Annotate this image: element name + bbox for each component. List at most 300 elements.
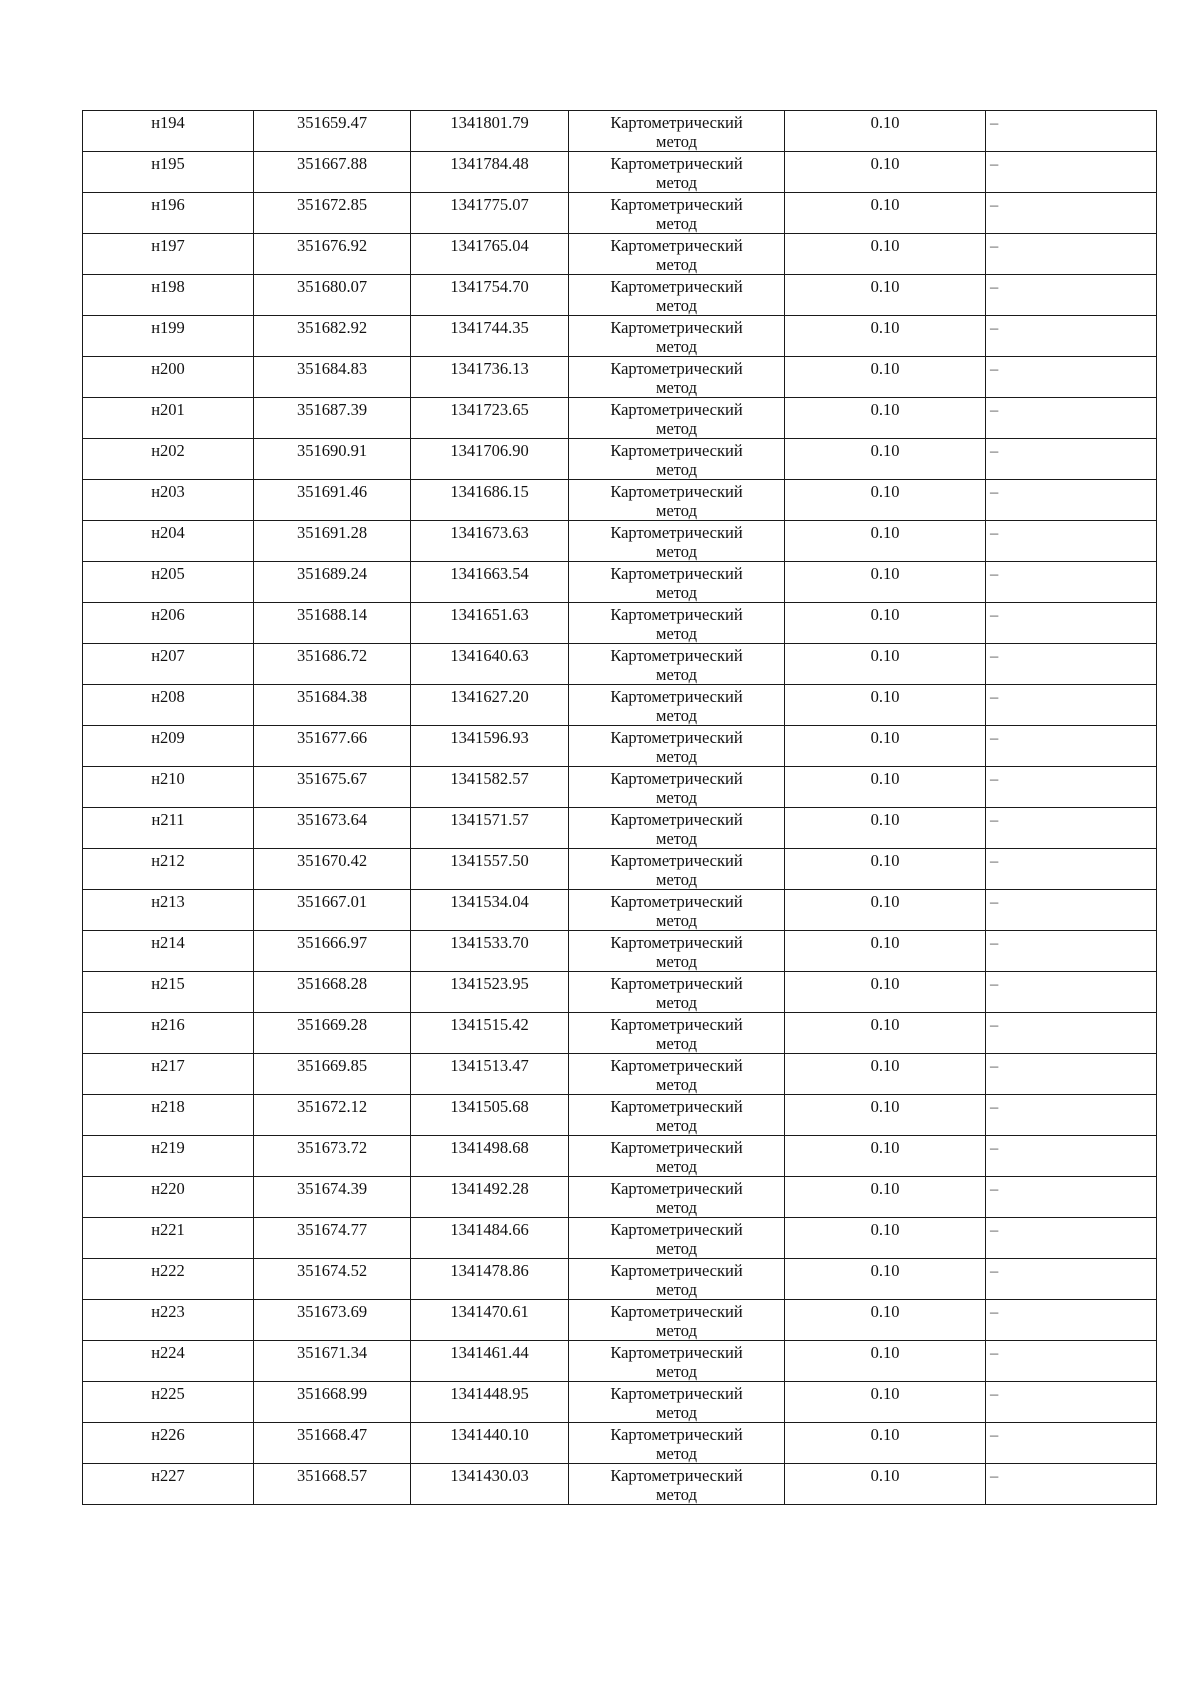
method-text-line-1: Картометрический (610, 851, 743, 870)
x-coordinate-cell: 351659.47 (254, 111, 411, 152)
method-cell (569, 1136, 785, 1177)
table-row (83, 1177, 1157, 1218)
method-text-line-2: метод (656, 296, 697, 315)
x-coordinate-cell: 351684.83 (254, 357, 411, 398)
method-cell (569, 234, 785, 275)
point-name-cell: н198 (83, 275, 254, 316)
point-name-cell: н197 (83, 234, 254, 275)
accuracy-cell: 0.10 (785, 521, 986, 562)
point-name-cell: н212 (83, 849, 254, 890)
method-text-line-1: Картометрический (610, 1343, 743, 1362)
accuracy-cell: 0.10 (785, 275, 986, 316)
x-coordinate-cell: 351677.66 (254, 726, 411, 767)
y-coordinate-cell: 1341686.15 (411, 480, 569, 521)
x-coordinate-cell: 351672.12 (254, 1095, 411, 1136)
method-text-line-1: Картометрический (610, 646, 743, 665)
method-cell (569, 521, 785, 562)
point-name-cell: н207 (83, 644, 254, 685)
table-row (83, 1382, 1157, 1423)
note-cell: – (986, 152, 1157, 193)
x-coordinate-cell: 351691.46 (254, 480, 411, 521)
point-name-cell: н194 (83, 111, 254, 152)
method-cell (569, 890, 785, 931)
note-cell: – (986, 1300, 1157, 1341)
method-text-line-2: метод (656, 1403, 697, 1422)
method-text-line-2: метод (656, 1116, 697, 1135)
method-text-line-1: Картометрический (610, 1425, 743, 1444)
note-cell: – (986, 1054, 1157, 1095)
point-name-cell: н218 (83, 1095, 254, 1136)
method-text-line-1: Картометрический (610, 154, 743, 173)
method-text-line-1: Картометрический (610, 359, 743, 378)
method-text-line-2: метод (656, 419, 697, 438)
table-row (83, 357, 1157, 398)
table-row (83, 521, 1157, 562)
table-row (83, 849, 1157, 890)
point-name-cell: н215 (83, 972, 254, 1013)
x-coordinate-cell: 351689.24 (254, 562, 411, 603)
point-name-cell: н219 (83, 1136, 254, 1177)
note-cell: – (986, 1095, 1157, 1136)
method-text-line-2: метод (656, 1157, 697, 1176)
point-name-cell: н226 (83, 1423, 254, 1464)
table-row (83, 439, 1157, 480)
note-cell: – (986, 685, 1157, 726)
accuracy-cell: 0.10 (785, 234, 986, 275)
method-text-line-1: Картометрический (610, 195, 743, 214)
note-cell: – (986, 398, 1157, 439)
y-coordinate-cell: 1341582.57 (411, 767, 569, 808)
method-text-line-2: метод (656, 665, 697, 684)
table-row (83, 767, 1157, 808)
y-coordinate-cell: 1341470.61 (411, 1300, 569, 1341)
point-name-cell: н201 (83, 398, 254, 439)
table-row (83, 644, 1157, 685)
accuracy-cell: 0.10 (785, 316, 986, 357)
method-cell (569, 480, 785, 521)
y-coordinate-cell: 1341754.70 (411, 275, 569, 316)
method-cell (569, 562, 785, 603)
method-text-line-1: Картометрический (610, 318, 743, 337)
note-cell: – (986, 521, 1157, 562)
accuracy-cell: 0.10 (785, 1423, 986, 1464)
x-coordinate-cell: 351670.42 (254, 849, 411, 890)
table-row (83, 1341, 1157, 1382)
accuracy-cell: 0.10 (785, 603, 986, 644)
table-row (83, 275, 1157, 316)
table-row (83, 480, 1157, 521)
note-cell: – (986, 357, 1157, 398)
method-text-line-1: Картометрический (610, 523, 743, 542)
method-cell (569, 1095, 785, 1136)
method-text-line-1: Картометрический (610, 1056, 743, 1075)
y-coordinate-cell: 1341736.13 (411, 357, 569, 398)
x-coordinate-cell: 351674.39 (254, 1177, 411, 1218)
accuracy-cell: 0.10 (785, 1464, 986, 1505)
point-name-cell: н195 (83, 152, 254, 193)
note-cell: – (986, 193, 1157, 234)
accuracy-cell: 0.10 (785, 685, 986, 726)
accuracy-cell: 0.10 (785, 1341, 986, 1382)
x-coordinate-cell: 351682.92 (254, 316, 411, 357)
note-cell: – (986, 234, 1157, 275)
note-cell: – (986, 1013, 1157, 1054)
table-body (83, 111, 1157, 1505)
accuracy-cell: 0.10 (785, 1382, 986, 1423)
method-text-line-2: метод (656, 1198, 697, 1217)
accuracy-cell: 0.10 (785, 1177, 986, 1218)
x-coordinate-cell: 351666.97 (254, 931, 411, 972)
method-cell (569, 152, 785, 193)
y-coordinate-cell: 1341430.03 (411, 1464, 569, 1505)
y-coordinate-cell: 1341461.44 (411, 1341, 569, 1382)
accuracy-cell: 0.10 (785, 357, 986, 398)
method-cell (569, 972, 785, 1013)
method-text-line-1: Картометрический (610, 728, 743, 747)
method-cell (569, 1259, 785, 1300)
table-row (83, 1054, 1157, 1095)
note-cell: – (986, 439, 1157, 480)
point-name-cell: н206 (83, 603, 254, 644)
x-coordinate-cell: 351674.52 (254, 1259, 411, 1300)
method-text-line-2: метод (656, 337, 697, 356)
method-text-line-1: Картометрический (610, 605, 743, 624)
x-coordinate-cell: 351690.91 (254, 439, 411, 480)
method-text-line-2: метод (656, 1034, 697, 1053)
table-row (83, 1095, 1157, 1136)
y-coordinate-cell: 1341448.95 (411, 1382, 569, 1423)
x-coordinate-cell: 351674.77 (254, 1218, 411, 1259)
y-coordinate-cell: 1341744.35 (411, 316, 569, 357)
accuracy-cell: 0.10 (785, 644, 986, 685)
accuracy-cell: 0.10 (785, 1013, 986, 1054)
point-name-cell: н210 (83, 767, 254, 808)
method-text-line-1: Картометрический (610, 236, 743, 255)
method-text-line-1: Картометрический (610, 769, 743, 788)
accuracy-cell: 0.10 (785, 808, 986, 849)
point-name-cell: н209 (83, 726, 254, 767)
y-coordinate-cell: 1341515.42 (411, 1013, 569, 1054)
note-cell: – (986, 1423, 1157, 1464)
point-name-cell: н227 (83, 1464, 254, 1505)
table-row (83, 234, 1157, 275)
method-cell (569, 644, 785, 685)
point-name-cell: н200 (83, 357, 254, 398)
method-text-line-2: метод (656, 583, 697, 602)
accuracy-cell: 0.10 (785, 480, 986, 521)
table-row (83, 931, 1157, 972)
y-coordinate-cell: 1341534.04 (411, 890, 569, 931)
note-cell: – (986, 111, 1157, 152)
note-cell: – (986, 972, 1157, 1013)
method-text-line-1: Картометрический (610, 1261, 743, 1280)
method-text-line-2: метод (656, 624, 697, 643)
note-cell: – (986, 931, 1157, 972)
note-cell: – (986, 726, 1157, 767)
method-cell (569, 849, 785, 890)
table-row (83, 398, 1157, 439)
x-coordinate-cell: 351672.85 (254, 193, 411, 234)
method-text-line-1: Картометрический (610, 1015, 743, 1034)
method-text-line-1: Картометрический (610, 892, 743, 911)
x-coordinate-cell: 351668.99 (254, 1382, 411, 1423)
note-cell: – (986, 1136, 1157, 1177)
method-text-line-2: метод (656, 1280, 697, 1299)
y-coordinate-cell: 1341557.50 (411, 849, 569, 890)
method-cell (569, 1423, 785, 1464)
method-text-line-2: метод (656, 706, 697, 725)
note-cell: – (986, 849, 1157, 890)
method-text-line-2: метод (656, 1075, 697, 1094)
point-name-cell: н224 (83, 1341, 254, 1382)
table-row (83, 562, 1157, 603)
method-text-line-1: Картометрический (610, 400, 743, 419)
x-coordinate-cell: 351669.85 (254, 1054, 411, 1095)
point-name-cell: н203 (83, 480, 254, 521)
method-text-line-2: метод (656, 747, 697, 766)
y-coordinate-cell: 1341765.04 (411, 234, 569, 275)
note-cell: – (986, 562, 1157, 603)
note-cell: – (986, 480, 1157, 521)
note-cell: – (986, 316, 1157, 357)
y-coordinate-cell: 1341571.57 (411, 808, 569, 849)
point-name-cell: н208 (83, 685, 254, 726)
accuracy-cell: 0.10 (785, 1259, 986, 1300)
point-name-cell: н214 (83, 931, 254, 972)
method-text-line-1: Картометрический (610, 1466, 743, 1485)
method-text-line-2: метод (656, 1321, 697, 1340)
table-row (83, 1464, 1157, 1505)
x-coordinate-cell: 351680.07 (254, 275, 411, 316)
method-cell (569, 316, 785, 357)
x-coordinate-cell: 351671.34 (254, 1341, 411, 1382)
method-text-line-2: метод (656, 870, 697, 889)
accuracy-cell: 0.10 (785, 1300, 986, 1341)
point-name-cell: н220 (83, 1177, 254, 1218)
accuracy-cell: 0.10 (785, 439, 986, 480)
table-row (83, 1218, 1157, 1259)
method-cell (569, 931, 785, 972)
method-text-line-2: метод (656, 378, 697, 397)
note-cell: – (986, 1259, 1157, 1300)
accuracy-cell: 0.10 (785, 890, 986, 931)
method-cell (569, 1300, 785, 1341)
method-text-line-1: Картометрический (610, 441, 743, 460)
x-coordinate-cell: 351667.01 (254, 890, 411, 931)
y-coordinate-cell: 1341706.90 (411, 439, 569, 480)
method-cell (569, 1464, 785, 1505)
method-text-line-1: Картометрический (610, 1138, 743, 1157)
y-coordinate-cell: 1341513.47 (411, 1054, 569, 1095)
accuracy-cell: 0.10 (785, 193, 986, 234)
table-row (83, 1300, 1157, 1341)
method-text-line-1: Картометрический (610, 277, 743, 296)
method-cell (569, 1382, 785, 1423)
x-coordinate-cell: 351691.28 (254, 521, 411, 562)
accuracy-cell: 0.10 (785, 972, 986, 1013)
method-text-line-2: метод (656, 1444, 697, 1463)
point-name-cell: н202 (83, 439, 254, 480)
method-text-line-1: Картометрический (610, 113, 743, 132)
x-coordinate-cell: 351687.39 (254, 398, 411, 439)
y-coordinate-cell: 1341523.95 (411, 972, 569, 1013)
method-text-line-1: Картометрический (610, 482, 743, 501)
method-cell (569, 1218, 785, 1259)
point-name-cell: н222 (83, 1259, 254, 1300)
method-cell (569, 808, 785, 849)
method-text-line-1: Картометрический (610, 933, 743, 952)
method-text-line-1: Картометрический (610, 810, 743, 829)
note-cell: – (986, 1382, 1157, 1423)
table-row (83, 193, 1157, 234)
method-cell (569, 1341, 785, 1382)
method-cell (569, 685, 785, 726)
method-text-line-1: Картометрический (610, 1302, 743, 1321)
y-coordinate-cell: 1341484.66 (411, 1218, 569, 1259)
y-coordinate-cell: 1341663.54 (411, 562, 569, 603)
method-text-line-1: Картометрический (610, 974, 743, 993)
point-name-cell: н217 (83, 1054, 254, 1095)
method-text-line-2: метод (656, 132, 697, 151)
y-coordinate-cell: 1341505.68 (411, 1095, 569, 1136)
method-text-line-2: метод (656, 911, 697, 930)
method-text-line-1: Картометрический (610, 1220, 743, 1239)
y-coordinate-cell: 1341440.10 (411, 1423, 569, 1464)
method-text-line-2: метод (656, 214, 697, 233)
method-text-line-2: метод (656, 829, 697, 848)
method-text-line-2: метод (656, 1362, 697, 1381)
accuracy-cell: 0.10 (785, 931, 986, 972)
accuracy-cell: 0.10 (785, 1136, 986, 1177)
note-cell: – (986, 890, 1157, 931)
x-coordinate-cell: 351675.67 (254, 767, 411, 808)
accuracy-cell: 0.10 (785, 1095, 986, 1136)
x-coordinate-cell: 351673.64 (254, 808, 411, 849)
x-coordinate-cell: 351669.28 (254, 1013, 411, 1054)
note-cell: – (986, 767, 1157, 808)
method-text-line-2: метод (656, 501, 697, 520)
note-cell: – (986, 603, 1157, 644)
method-text-line-2: метод (656, 993, 697, 1012)
point-name-cell: н221 (83, 1218, 254, 1259)
accuracy-cell: 0.10 (785, 726, 986, 767)
accuracy-cell: 0.10 (785, 849, 986, 890)
method-cell (569, 1054, 785, 1095)
accuracy-cell: 0.10 (785, 1218, 986, 1259)
point-name-cell: н211 (83, 808, 254, 849)
y-coordinate-cell: 1341775.07 (411, 193, 569, 234)
method-cell (569, 439, 785, 480)
method-text-line-1: Картометрический (610, 1097, 743, 1116)
point-name-cell: н204 (83, 521, 254, 562)
y-coordinate-cell: 1341673.63 (411, 521, 569, 562)
x-coordinate-cell: 351668.28 (254, 972, 411, 1013)
table-row (83, 1259, 1157, 1300)
table-row (83, 890, 1157, 931)
note-cell: – (986, 1218, 1157, 1259)
note-cell: – (986, 1341, 1157, 1382)
accuracy-cell: 0.10 (785, 398, 986, 439)
table-row (83, 152, 1157, 193)
method-text-line-2: метод (656, 460, 697, 479)
method-cell (569, 275, 785, 316)
table-row (83, 111, 1157, 152)
x-coordinate-cell: 351676.92 (254, 234, 411, 275)
table-row (83, 685, 1157, 726)
y-coordinate-cell: 1341651.63 (411, 603, 569, 644)
method-text-line-1: Картометрический (610, 687, 743, 706)
point-name-cell: н223 (83, 1300, 254, 1341)
y-coordinate-cell: 1341478.86 (411, 1259, 569, 1300)
table-row (83, 808, 1157, 849)
y-coordinate-cell: 1341596.93 (411, 726, 569, 767)
method-text-line-2: метод (656, 952, 697, 971)
y-coordinate-cell: 1341498.68 (411, 1136, 569, 1177)
table-row (83, 972, 1157, 1013)
table-row (83, 726, 1157, 767)
method-text-line-1: Картометрический (610, 1384, 743, 1403)
note-cell: – (986, 1464, 1157, 1505)
method-text-line-1: Картометрический (610, 1179, 743, 1198)
method-text-line-2: метод (656, 542, 697, 561)
note-cell: – (986, 275, 1157, 316)
point-name-cell: н213 (83, 890, 254, 931)
y-coordinate-cell: 1341640.63 (411, 644, 569, 685)
method-cell (569, 193, 785, 234)
method-cell (569, 1177, 785, 1218)
table-row (83, 1013, 1157, 1054)
method-cell (569, 767, 785, 808)
note-cell: – (986, 808, 1157, 849)
x-coordinate-cell: 351673.72 (254, 1136, 411, 1177)
y-coordinate-cell: 1341533.70 (411, 931, 569, 972)
method-text-line-2: метод (656, 173, 697, 192)
x-coordinate-cell: 351668.57 (254, 1464, 411, 1505)
y-coordinate-cell: 1341723.65 (411, 398, 569, 439)
y-coordinate-cell: 1341801.79 (411, 111, 569, 152)
method-cell (569, 357, 785, 398)
method-text-line-1: Картометрический (610, 564, 743, 583)
method-cell (569, 1013, 785, 1054)
accuracy-cell: 0.10 (785, 562, 986, 603)
method-cell (569, 603, 785, 644)
y-coordinate-cell: 1341492.28 (411, 1177, 569, 1218)
method-cell (569, 111, 785, 152)
note-cell: – (986, 644, 1157, 685)
accuracy-cell: 0.10 (785, 152, 986, 193)
accuracy-cell: 0.10 (785, 767, 986, 808)
x-coordinate-cell: 351668.47 (254, 1423, 411, 1464)
table-row (83, 316, 1157, 357)
x-coordinate-cell: 351673.69 (254, 1300, 411, 1341)
y-coordinate-cell: 1341784.48 (411, 152, 569, 193)
accuracy-cell: 0.10 (785, 111, 986, 152)
method-cell (569, 726, 785, 767)
x-coordinate-cell: 351684.38 (254, 685, 411, 726)
point-name-cell: н199 (83, 316, 254, 357)
table-row (83, 1423, 1157, 1464)
x-coordinate-cell: 351688.14 (254, 603, 411, 644)
note-cell: – (986, 1177, 1157, 1218)
y-coordinate-cell: 1341627.20 (411, 685, 569, 726)
point-name-cell: н216 (83, 1013, 254, 1054)
x-coordinate-cell: 351686.72 (254, 644, 411, 685)
point-name-cell: н196 (83, 193, 254, 234)
method-cell (569, 398, 785, 439)
x-coordinate-cell: 351667.88 (254, 152, 411, 193)
point-name-cell: н225 (83, 1382, 254, 1423)
method-text-line-2: метод (656, 788, 697, 807)
